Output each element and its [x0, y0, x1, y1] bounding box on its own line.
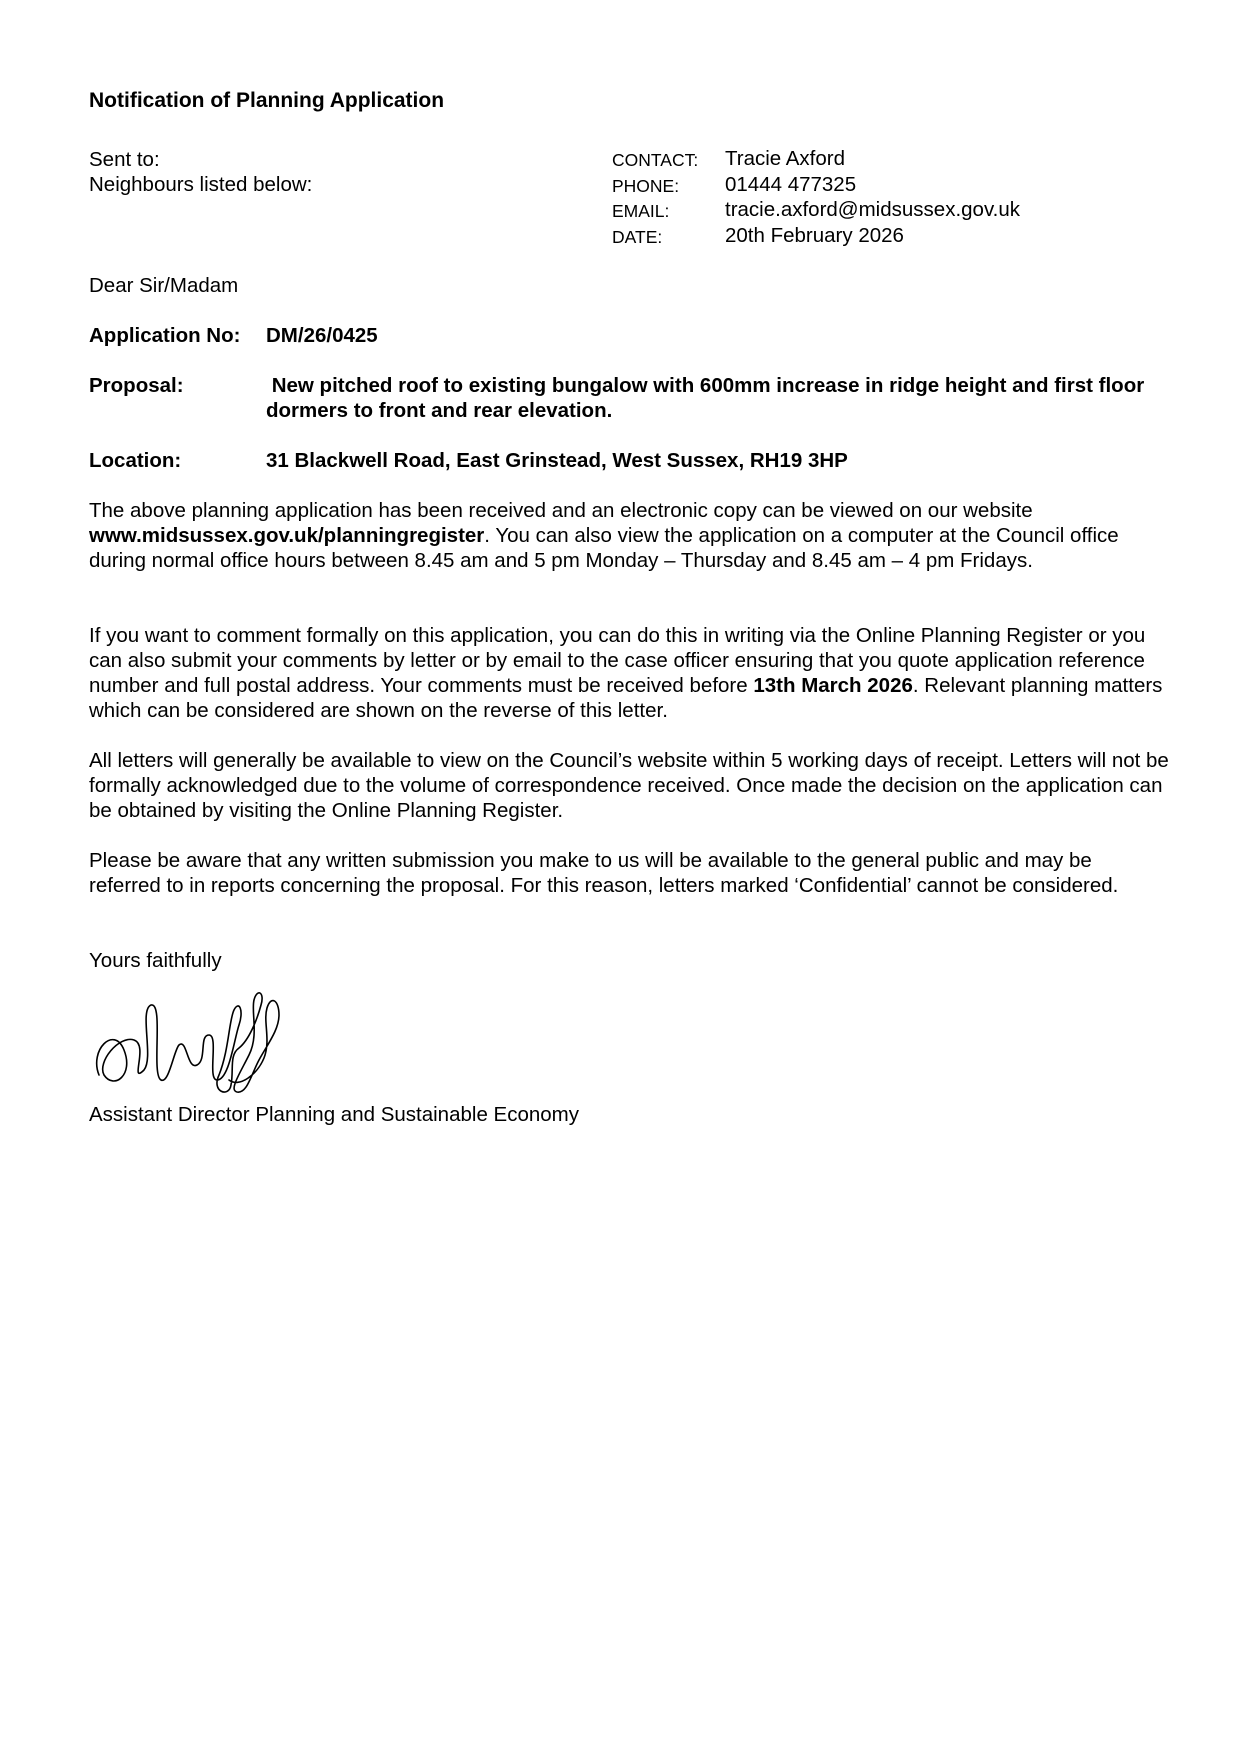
- proposal-label: Proposal:: [89, 374, 184, 397]
- contact-label: CONTACT:: [612, 150, 699, 170]
- paragraph-comments-start: If you want to comment formally on this application, you can do this in writing via the Online Planning Register or you can also submit your comments by letter or by email to the case officer ensuring that you quote application reference number and full postal address. Your comments must be received before: [89, 624, 1146, 697]
- paragraph-comments-end: . Relevant planning matters which can be considered are shown on the reverse of this letter.: [89, 674, 1163, 722]
- signature-stroke: [97, 993, 279, 1092]
- recipients: Neighbours listed below:: [89, 173, 313, 196]
- location-label: Location:: [89, 449, 182, 472]
- application-label: Application No:: [89, 324, 241, 347]
- paragraph-availability: All letters will generally be available to view on the Council’s website within 5 working days of receipt. Letters will not be formally acknowledged due to the volume of correspondence received. Once made the decision on the application can be obtained by visiting the Online Planning Register.: [89, 749, 1169, 822]
- email-label: EMAIL:: [612, 201, 670, 221]
- planning-register-link[interactable]: www.midsussex.gov.uk/planningregister: [89, 524, 485, 547]
- contact-name: Tracie Axford: [725, 147, 846, 170]
- paragraph-viewing: [89, 498, 1169, 573]
- signature-image: [89, 980, 299, 1100]
- sent-to-label: Sent to:: [89, 148, 160, 171]
- recipient-block: [89, 147, 312, 197]
- paragraph-viewing-end: . You can also view the application on a computer at the Council office during normal office hours between 8.45 am and 5 pm Monday – Thursday and 8.45 am – 4 pm Fridays.: [89, 524, 1119, 572]
- paragraph-viewing-start: The above planning application has been received and an electronic copy can be viewed on our website: [89, 499, 1033, 522]
- date-label: DATE:: [612, 226, 663, 247]
- letter-title: Notification of Planning Application: [89, 89, 445, 112]
- date-row: [612, 224, 1020, 250]
- location-text: 31 Blackwell Road, East Grinstead, West Sussex, RH19 3HP: [266, 449, 848, 472]
- date-value: 20th February 2026: [725, 223, 904, 247]
- email-value: tracie.axford@midsussex.gov.uk: [725, 198, 1021, 221]
- phone-value: 01444 477325: [725, 172, 857, 196]
- application-number: DM/26/0425: [266, 324, 378, 347]
- contact-row: [612, 147, 1020, 173]
- email-row: [612, 198, 1020, 224]
- contact-block: [612, 147, 1020, 249]
- comment-deadline: 13th March 2026: [753, 674, 913, 697]
- proposal-text: New pitched roof to existing bungalow with 600mm increase in ridge height and first floor dormers to front and rear elevation.: [266, 374, 1150, 422]
- closing: Yours faithfully: [89, 949, 222, 972]
- salutation: Dear Sir/Madam: [89, 274, 239, 297]
- paragraph-comments: [89, 623, 1169, 723]
- phone-row: [612, 173, 1020, 199]
- paragraph-confidentiality: Please be aware that any written submission you make to us will be available to the general public and may be referred to in reports concerning the proposal. For this reason, letters marked ‘Confidential’ cannot be considered.: [89, 849, 1119, 897]
- phone-label: PHONE:: [612, 175, 680, 196]
- signatory-title: Assistant Director Planning and Sustainable Economy: [89, 1103, 579, 1126]
